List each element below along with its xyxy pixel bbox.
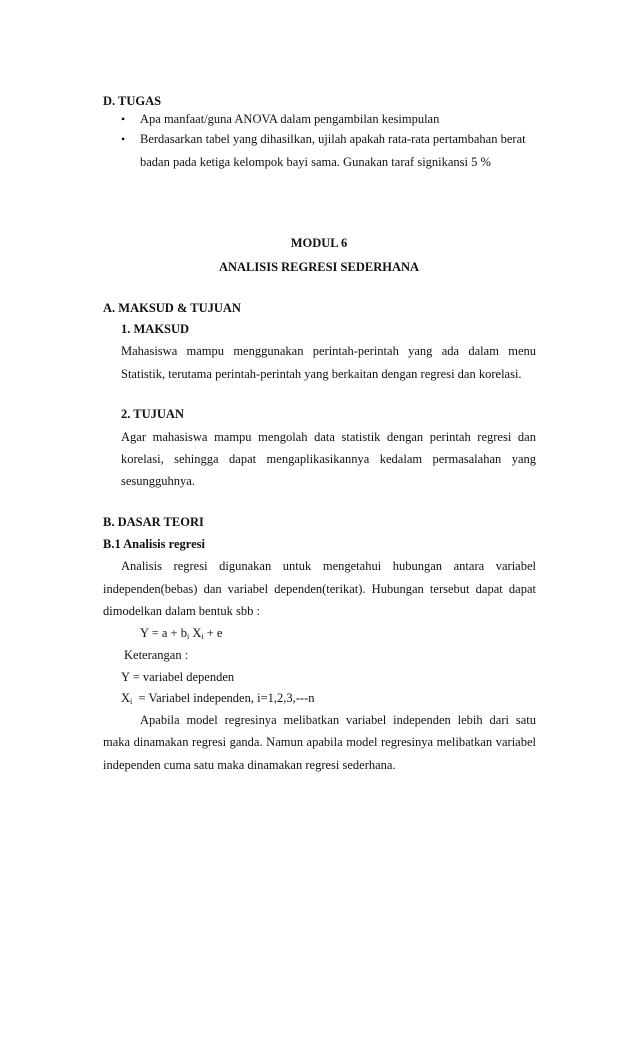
modul-title: ANALISIS REGRESI SEDERHANA [218, 260, 420, 274]
tugas-item-1: Apa manfaat/guna ANOVA dalam pengambilan kesimpulan [140, 112, 440, 126]
maksud-line-1: Mahasiswa mampu menggunakan perintah-perintah yang ada dalam menu [121, 344, 536, 358]
tujuan-line-3: sesungguhnya. [121, 474, 195, 488]
tugas-item-2-line-2: badan pada ketiga kelompok bayi sama. Gunakan taraf signikansi 5 % [140, 155, 491, 169]
keterangan-label: Keterangan : [124, 648, 189, 662]
section-b1-subheading: B.1 Analisis regresi [103, 537, 205, 551]
tujuan-line-1: Agar mahasiswa mampu mengolah data statistik dengan perintah regresi dan [121, 430, 536, 444]
para2-line-1: Apabila model regresinya melibatkan variabel independen lebih dari satu [140, 713, 536, 727]
formula-sub-b: i [186, 632, 190, 641]
para2-line-3: independen cuma satu maka dinamakan regresi sederhana. [103, 758, 396, 772]
regression-formula [140, 627, 222, 640]
section-a-heading: A. MAKSUD & TUJUAN [103, 301, 241, 315]
tugas-heading: D. TUGAS [103, 94, 162, 108]
bullet-icon: • [121, 112, 126, 126]
modul-number: MODUL 6 [290, 236, 348, 250]
formula-lhs: Y = a + b [140, 626, 187, 640]
ket-x-sub: i [130, 697, 133, 706]
tugas-item-2-line-1: Berdasarkan tabel yang dihasilkan, ujilah apakah rata-rata pertambahan berat [140, 132, 526, 146]
keterangan-y: Y = variabel dependen [121, 670, 235, 684]
section-b-heading: B. DASAR TEORI [103, 515, 204, 529]
tujuan-line-2: korelasi, sehingga dapat mengaplikasikannya kedalam permasalahan yang [121, 452, 536, 466]
maksud-line-2: Statistik, terutama perintah-perintah yang berkaitan dengan regresi dan korelasi. [121, 367, 522, 381]
formula-rhs: + e [203, 626, 223, 640]
para1-line-2: independen(bebas) dan variabel dependen(terikat). Hubungan tersebut dapat dapat [103, 582, 536, 596]
tujuan-heading: 2. TUJUAN [121, 407, 184, 421]
formula-mid: X [189, 626, 202, 640]
ket-x-text: = Variabel independen, i=1,2,3,---n [132, 691, 315, 705]
bullet-icon: • [121, 132, 126, 146]
keterangan-x [121, 692, 315, 705]
ket-x-var: X [121, 691, 131, 705]
para1-line-1: Analisis regresi digunakan untuk mengetahui hubungan antara variabel [121, 559, 536, 573]
maksud-heading: 1. MAKSUD [121, 322, 190, 336]
para1-line-3: dimodelkan dalam bentuk sbb : [103, 604, 260, 618]
formula-sub-x: i [201, 632, 204, 641]
para2-line-2: maka dinamakan regresi ganda. Namun apabila model regresinya melibatkan variabel [103, 735, 536, 749]
